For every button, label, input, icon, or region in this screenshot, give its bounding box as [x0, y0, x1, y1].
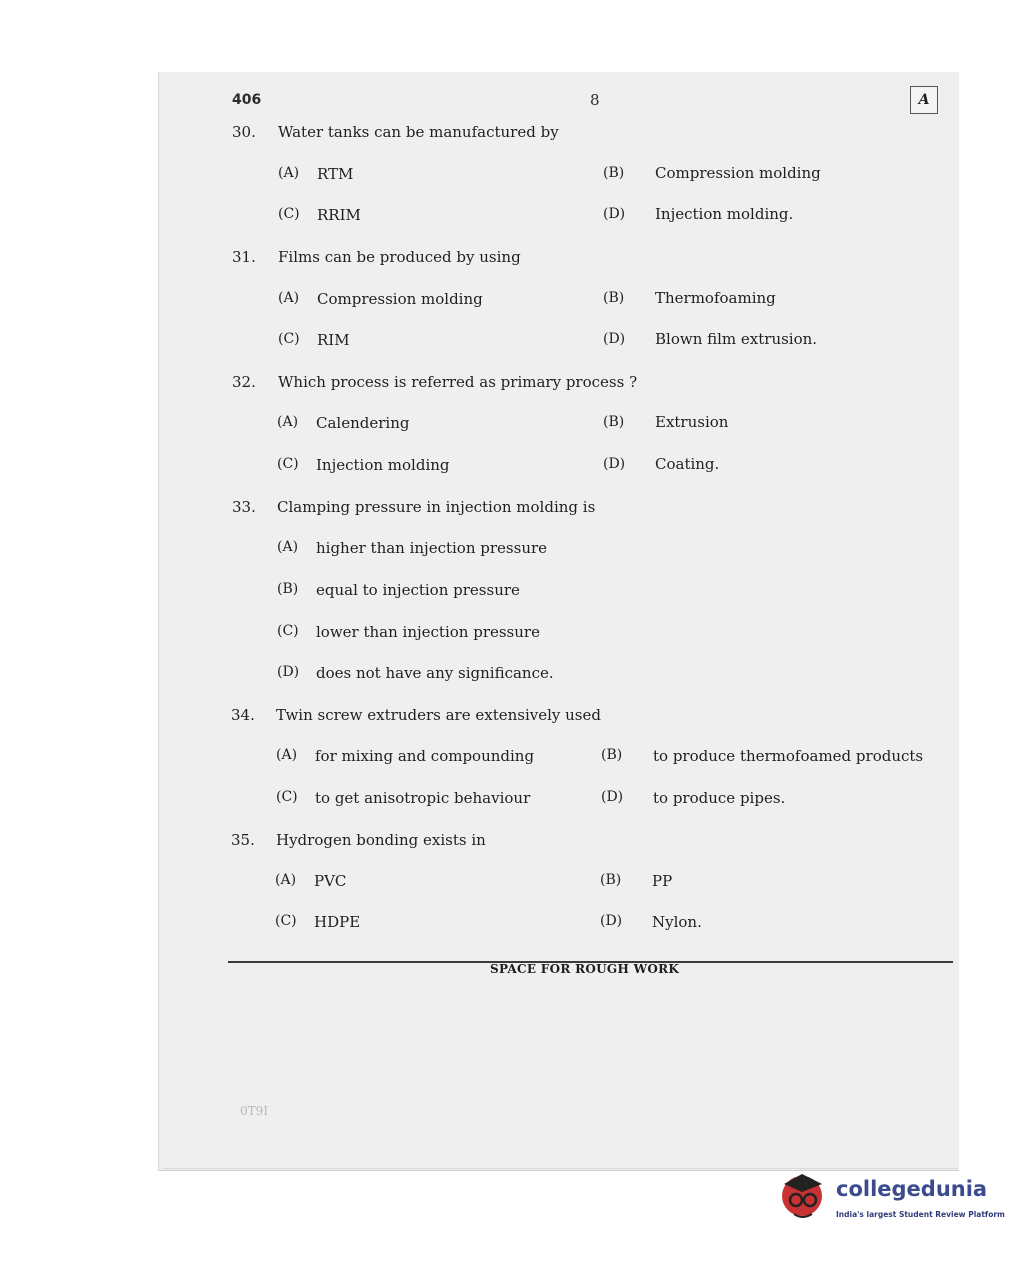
option-key: (D) — [603, 331, 626, 347]
page-number: 8 — [590, 91, 600, 109]
faint-mark: 0T9I — [240, 1104, 269, 1118]
option-key: (A) — [276, 747, 298, 763]
option-text: to produce pipes. — [653, 789, 786, 807]
option-key: (B) — [277, 581, 299, 597]
question-number: 32. — [232, 373, 256, 391]
option-text: for mixing and compounding — [315, 747, 535, 765]
option-text: Nylon. — [652, 913, 702, 931]
option-text: Thermofoaming — [655, 289, 776, 307]
question-text: Hydrogen bonding exists in — [276, 831, 486, 849]
option-text: to produce thermofoamed products — [653, 747, 924, 765]
question-text: Twin screw extruders are extensively used — [276, 706, 601, 724]
option-text: lower than injection pressure — [316, 623, 540, 641]
option-key: (A) — [277, 414, 299, 430]
option-key: (B) — [603, 290, 625, 306]
rough-work-label: SPACE FOR ROUGH WORK — [490, 962, 680, 976]
option-text: Extrusion — [655, 413, 729, 431]
question-text: Which process is referred as primary process ? — [278, 373, 638, 391]
option-text: Injection molding — [316, 456, 450, 474]
option-key: (C) — [278, 206, 300, 222]
option-text: RTM — [317, 165, 354, 183]
option-key: (B) — [601, 747, 623, 763]
option-text: Calendering — [316, 414, 410, 432]
question-number: 35. — [231, 831, 255, 849]
option-key: (A) — [278, 290, 300, 306]
option-text: to get anisotropic behaviour — [315, 789, 531, 807]
question-text: Clamping pressure in injection molding is — [277, 498, 596, 516]
option-key: (D) — [600, 913, 623, 929]
question-number: 34. — [231, 706, 255, 724]
logo-tagline: India's largest Student Review Platform — [836, 1210, 1005, 1219]
paper-code: 406 — [232, 92, 262, 108]
question-paper-sheet — [158, 72, 959, 1171]
series-box: A — [910, 86, 938, 114]
option-key: (B) — [603, 414, 625, 430]
option-key: (B) — [603, 165, 625, 181]
option-key: (C) — [278, 331, 300, 347]
question-number: 33. — [232, 498, 256, 516]
question-text: Films can be produced by using — [278, 248, 521, 266]
option-key: (C) — [277, 623, 299, 639]
option-key: (C) — [276, 789, 298, 805]
option-key: (C) — [277, 456, 299, 472]
option-text: equal to injection pressure — [316, 581, 520, 599]
option-key: (D) — [603, 206, 626, 222]
option-text: higher than injection pressure — [316, 539, 548, 557]
question-text: Water tanks can be manufactured by — [278, 123, 559, 141]
option-key: (A) — [275, 872, 297, 888]
option-key: (D) — [603, 456, 626, 472]
option-text: PVC — [314, 872, 347, 890]
option-key: (D) — [277, 664, 300, 680]
option-text: Injection molding. — [655, 205, 794, 223]
option-text: PP — [652, 872, 673, 890]
option-text: HDPE — [314, 913, 361, 931]
option-key: (A) — [277, 539, 299, 555]
option-text: Coating. — [655, 455, 720, 473]
question-number: 30. — [232, 123, 256, 141]
option-text: Compression molding — [655, 164, 821, 182]
option-text: Compression molding — [317, 290, 483, 308]
option-text: RIM — [317, 331, 350, 349]
option-key: (D) — [601, 789, 624, 805]
option-key: (B) — [600, 872, 622, 888]
option-text: Blown film extrusion. — [655, 330, 818, 348]
question-number: 31. — [232, 248, 256, 266]
option-text: RRIM — [317, 206, 361, 224]
option-key: (C) — [275, 913, 297, 929]
logo-wordmark: collegedunia — [836, 1177, 988, 1201]
option-key: (A) — [278, 165, 300, 181]
option-text: does not have any significance. — [316, 664, 554, 682]
